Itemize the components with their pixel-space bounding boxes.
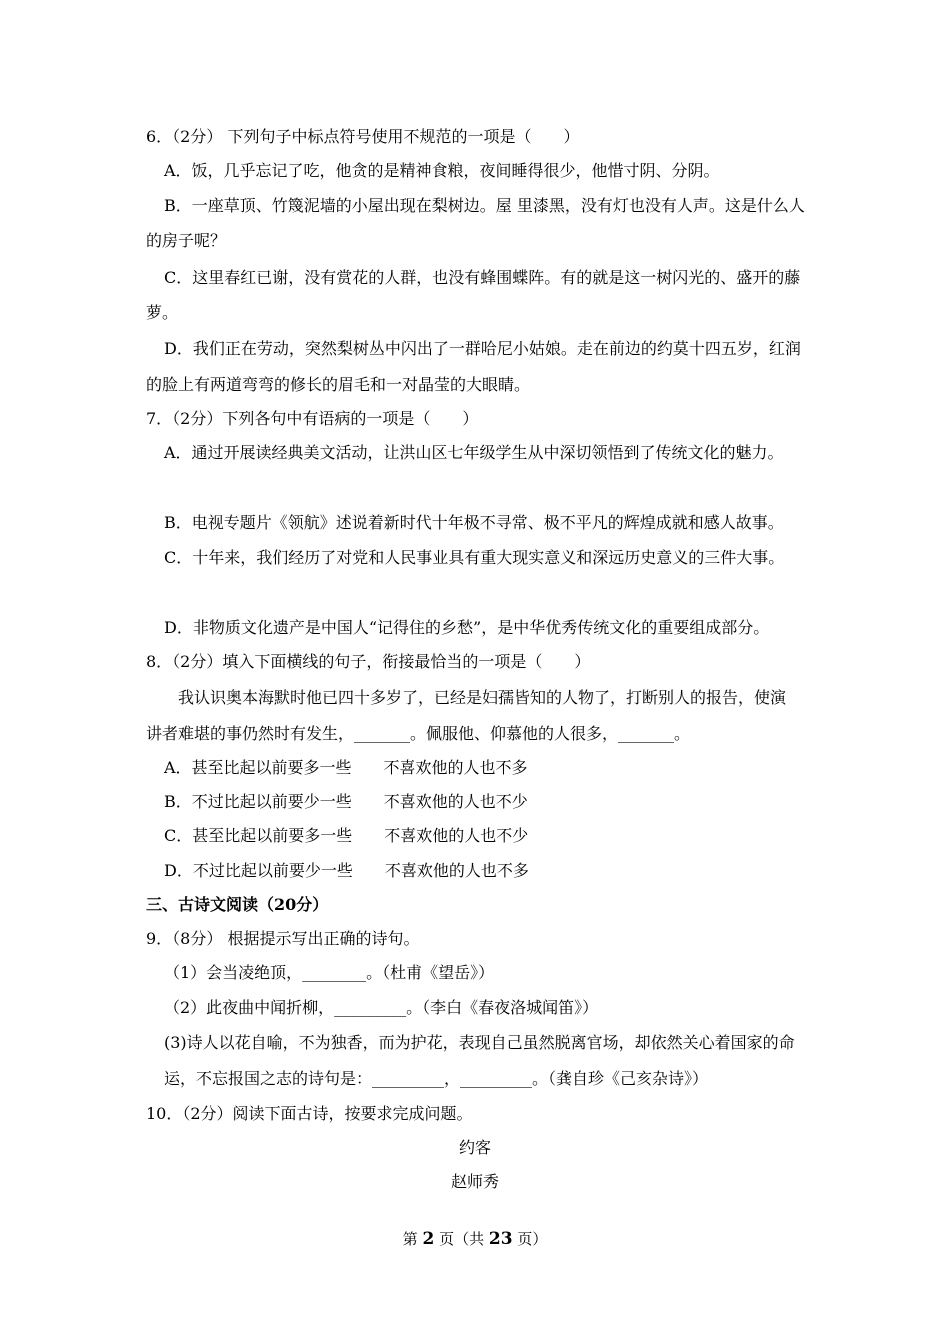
footer-page-number: 2 bbox=[422, 1229, 435, 1249]
q6-option-b-line1: B．一座草顶、竹篾泥墙的小屋出现在梨树边。屋 里漆黑，没有灯也没有人声。这是什么人 bbox=[164, 196, 805, 215]
q9-sub1: （1）会当凌绝顶，________。（杜甫《望岳》） bbox=[164, 963, 495, 982]
section-heading: 三、古诗文阅读（20分） bbox=[146, 895, 329, 914]
q9-stem: 9．（8分） 根据提示写出正确的诗句。 bbox=[146, 929, 420, 948]
footer-total-pages: 23 bbox=[488, 1229, 513, 1249]
q8-passage-line2: 讲者难堪的事仍然时有发生，_______。佩服他、仰慕他的人很多，_______。 bbox=[146, 724, 691, 743]
footer-middle: 页（共 bbox=[439, 1230, 485, 1248]
q6-option-c-line1: C．这里春红已谢，没有赏花的人群，也没有蜂围蝶阵。有的就是这一树闪光的、盛开的藤 bbox=[164, 268, 801, 287]
footer-suffix: 页） bbox=[517, 1230, 548, 1248]
q9-sub3-line2: 运，不忘报国之志的诗句是：_________，_________。（龚自珍《己亥杂诗》） bbox=[164, 1069, 709, 1088]
q6-option-a: A．饭，几乎忘记了吃，他贪的是精神食粮，夜间睡得很少，他惜寸阴、分阴。 bbox=[164, 161, 720, 180]
page-footer bbox=[0, 1229, 950, 1249]
q7-option-d: D．非物质文化遗产是中国人“记得住的乡愁”，是中华优秀传统文化的重要组成部分。 bbox=[164, 618, 770, 637]
q8-option-a: A．甚至比起以前要多一些 不喜欢他的人也不多 bbox=[164, 758, 528, 777]
q8-stem: 8．（2分）填入下面横线的句子，衔接最恰当的一项是（ ） bbox=[146, 652, 591, 671]
q7-option-b: B．电视专题片《领航》述说着新时代十年极不寻常、极不平凡的辉煌成就和感人故事。 bbox=[164, 513, 784, 532]
q6-option-c-line2: 萝。 bbox=[146, 303, 179, 322]
q9-sub3-line1: (3)诗人以花自喻，不为独香，而为护花，表现自己虽然脱离官场，却依然关心着国家的命 bbox=[164, 1033, 795, 1052]
q6-option-d-line1: D．我们正在劳动，突然梨树丛中闪出了一群哈尼小姑娘。走在前边的约莫十四五岁，红润 bbox=[164, 339, 801, 358]
q6-stem: 6．（2分） 下列句子中标点符号使用不规范的一项是（ ） bbox=[146, 127, 580, 146]
q6-option-d-line2: 的脸上有两道弯弯的修长的眉毛和一对晶莹的大眼睛。 bbox=[146, 375, 531, 394]
poem-author: 赵师秀 bbox=[450, 1172, 499, 1191]
q8-option-c: C．甚至比起以前要多一些 不喜欢他的人也不少 bbox=[164, 826, 529, 845]
poem-title: 约客 bbox=[458, 1138, 491, 1157]
q7-option-a: A．通过开展读经典美文活动，让洪山区七年级学生从中深切领悟到了传统文化的魅力。 bbox=[164, 443, 784, 462]
q9-sub2: （2）此夜曲中闻折柳，_________。（李白《春夜洛城闻笛》） bbox=[164, 998, 599, 1017]
q10-stem: 10．（2分）阅读下面古诗，按要求完成问题。 bbox=[146, 1104, 473, 1123]
q8-passage-line1: 我认识奥本海默时他已四十多岁了，已经是妇孺皆知的人物了，打断别人的报告，使演 bbox=[178, 688, 787, 707]
q8-option-b: B．不过比起以前要少一些 不喜欢他的人也不少 bbox=[164, 792, 528, 811]
q7-option-c: C．十年来，我们经历了对党和人民事业具有重大现实意义和深远历史意义的三件大事。 bbox=[164, 548, 785, 567]
q7-stem: 7．（2分）下列各句中有语病的一项是（ ） bbox=[146, 409, 479, 428]
q8-option-d: D．不过比起以前要少一些 不喜欢他的人也不多 bbox=[164, 861, 529, 880]
q6-option-b-line2: 的房子呢？ bbox=[146, 231, 227, 250]
footer-prefix: 第 bbox=[402, 1230, 418, 1248]
